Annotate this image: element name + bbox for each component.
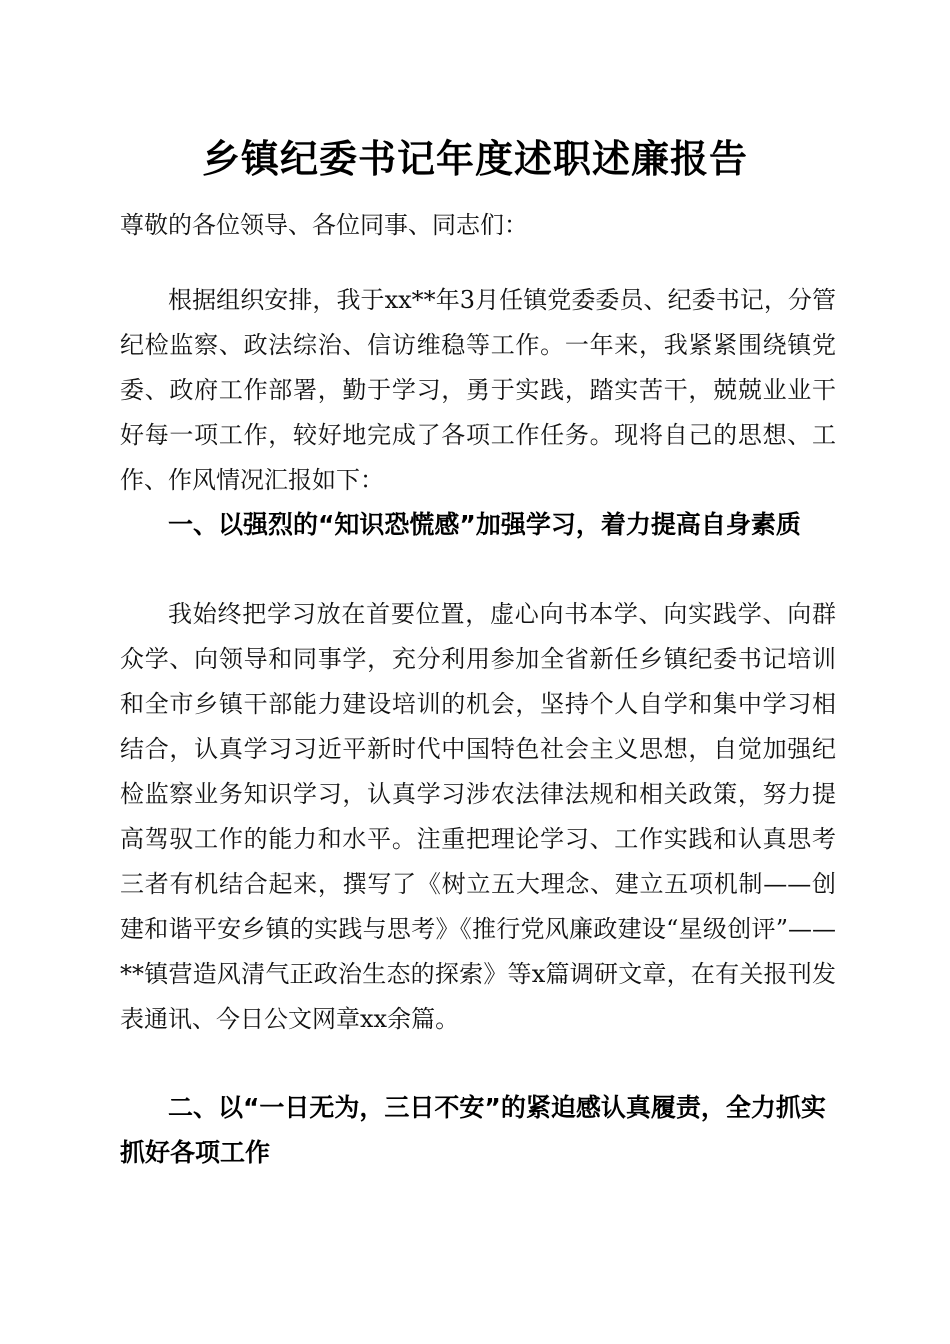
section-heading-1: 一、以强烈的“知识恐慌感”加强学习，着力提高自身素质 [168, 510, 801, 539]
paragraph-1: 根据组织安排，我于xx**年3月任镇党委委员、纪委书记，分管纪检监察、政法综治、信访维稳等工作。一年来，我紧紧围绕镇党委、政府工作部署，勤于学习，勇于实践，踏实苦干，兢兢业业干好每一项工作，较好地完成了各项工作任务。现将自己的思想、工作、作风情况汇报如下： [120, 286, 836, 494]
section-heading-2: 二、以“一日无为，三日不安”的紧迫感认真履责，全力抓实抓好各项工作 [120, 1093, 826, 1167]
document-title: 乡镇纪委书记年度述职述廉报告 [201, 137, 748, 181]
salutation: 尊敬的各位领导、各位同事、同志们： [120, 211, 528, 239]
paragraph-2: 我始终把学习放在首要位置，虚心向书本学、向实践学、向群众学、向领导和同事学，充分利用参加全省新任乡镇纪委书记培训和全市乡镇干部能力建设培训的机会，坚持个人自学和集中学习相结合，认真学习习近平新时代中国特色社会主义思想，自觉加强纪检监察业务知识学习，认真学习涉农法律法规和相关政策，努力提高驾驭工作的能力和水平。注重把理论学习、工作实践和认真思考三者有机结合起来，撰写了《树立五大理念、建立五项机制——创建和谐平安乡镇的实践与思考》《推行党风廉政建设“星级创评”——**镇营造风清气正政治生态的探索》等x篇调研文章，在有关报刊发表通讯、今日公文网章xx余篇。 [120, 600, 836, 1033]
